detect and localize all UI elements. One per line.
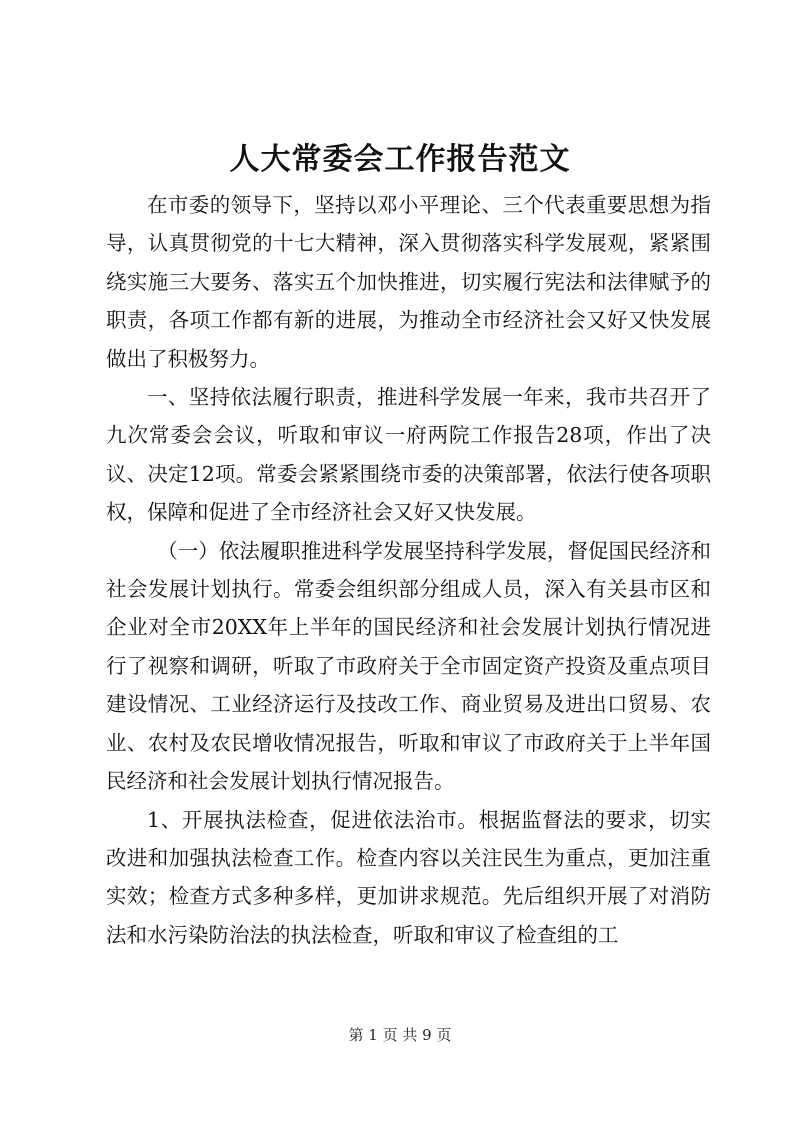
paragraph-section-one: 一、坚持依法履行职责，推进科学发展一年来，我市共召开了九次常委会会议，听取和审议一府两院工作报告28项，作出了决议、决定12项。常委会紧紧围绕市委的决策部署，依法行使各项职权，保障和促进了全市经济社会又好又快发展。 — [106, 385, 711, 525]
paragraph-subsection-one: （一）依法履职推进科学发展坚持科学发展，督促国民经济和社会发展计划执行。常委会组织部分组成人员，深入有关县市区和企业对全市20XX年上半年的国民经济和社会发展计划执行情况进行了视察和调研，听取了市政府关于全市固定资产投资及重点项目建设情况、工业经济运行及技改工作、商业贸易及进出口贸易、农业、农村及农民增收情况报告，听取和审议了市政府关于上半年国民经济和社会发展计划执行情况报告。 — [106, 538, 711, 794]
paragraph-intro: 在市委的领导下，坚持以邓小平理论、三个代表重要思想为指导，认真贯彻党的十七大精神，深入贯彻落实科学发展观，紧紧围绕实施三大要务、落实五个加快推进，切实履行宪法和法律赋予的职责，各项工作都有新的进展，为推动全市经济社会又好又快发展做出了积极努力。 — [106, 193, 711, 371]
document-body — [106, 186, 711, 954]
document-title: 人大常委会工作报告范文 — [229, 142, 571, 177]
page-footer: 第 1 页 共 9 页 — [348, 1026, 452, 1044]
paragraph-item-one: 1、开展执法检查，促进依法治市。根据监督法的要求，切实改进和加强执法检查工作。检查内容以关注民生为重点，更加注重实效；检查方式多种多样，更加讲求规范。先后组织开展了对消防法和水污染防治法的执法检查，听取和审议了检查组的工 — [106, 807, 711, 947]
